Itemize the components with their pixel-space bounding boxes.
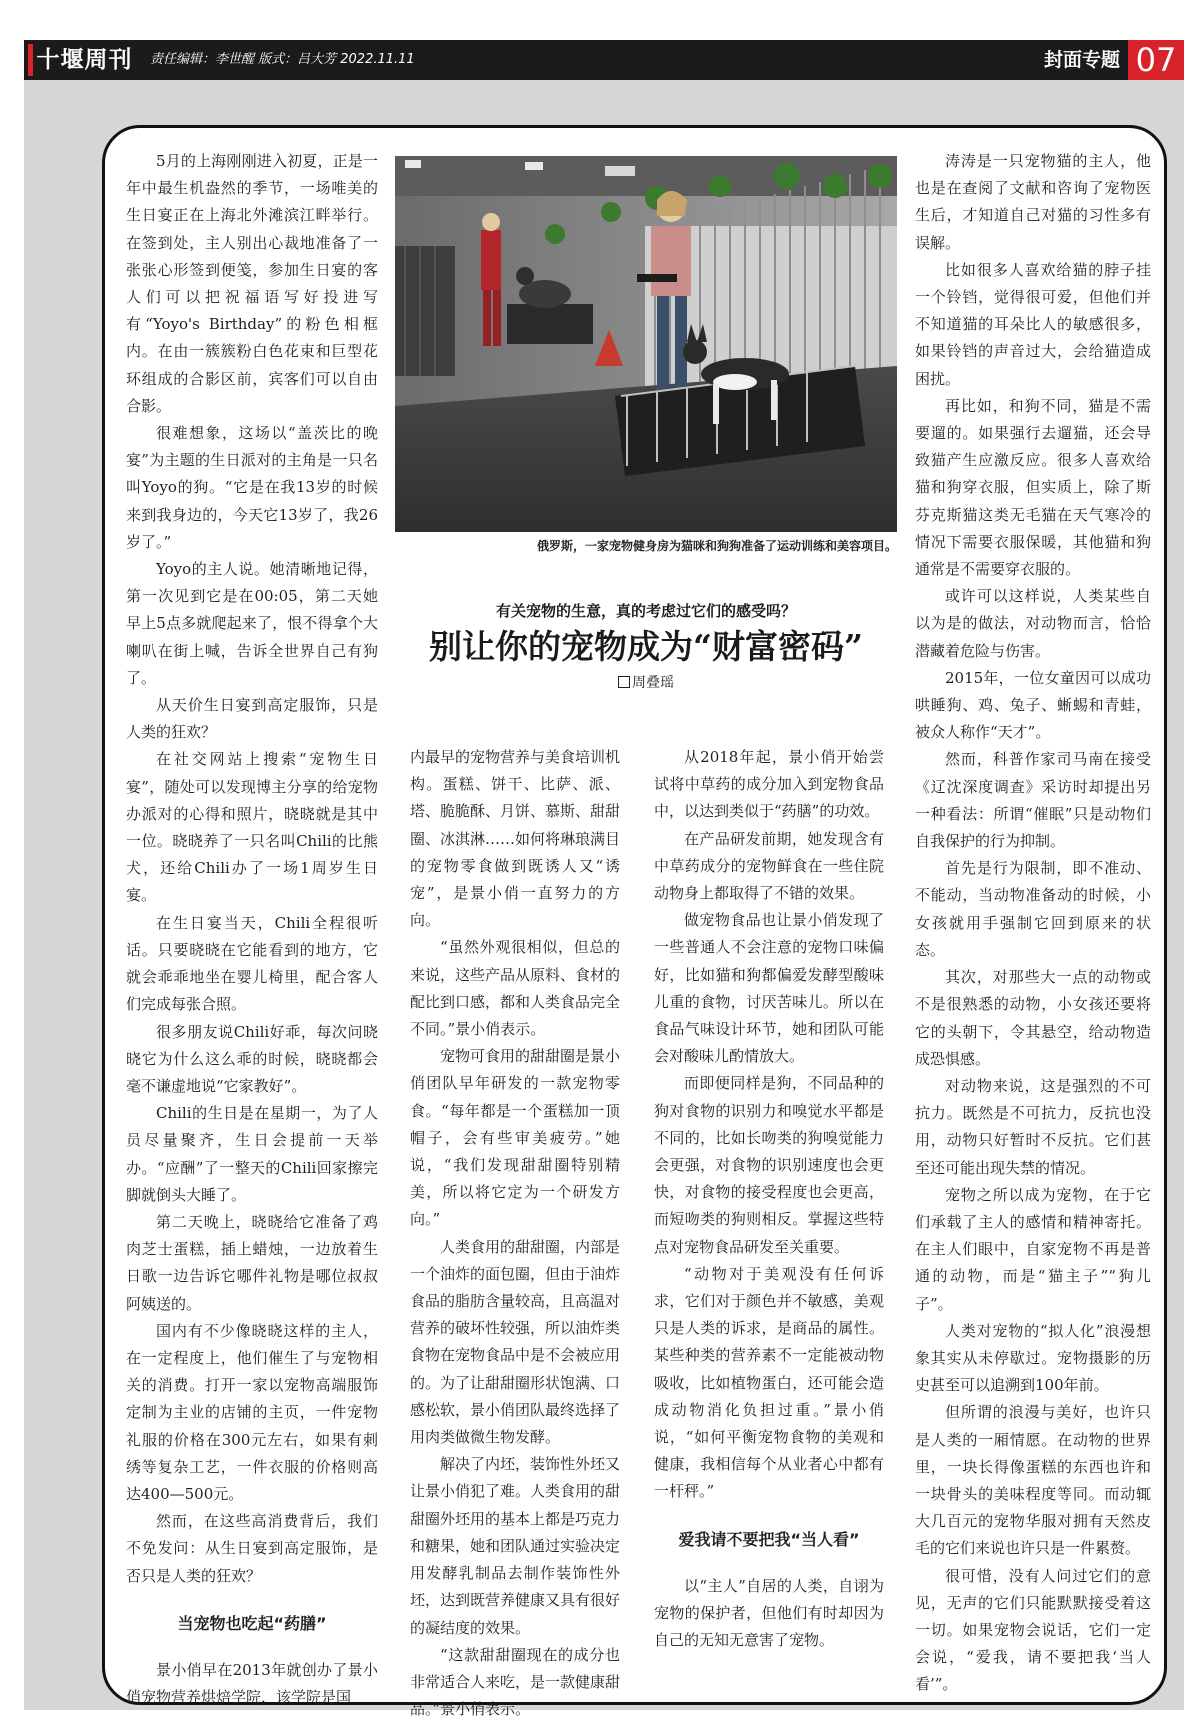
paragraph: 2015年，一位女童因可以成功哄睡狗、鸡、兔子、蜥蜴和青蛙，被众人称作“天才”。 bbox=[915, 668, 1151, 742]
paragraph: 然而，科普作家司马南在接受《辽沈深度调查》采访时却提出另一种看法：所谓“催眠”只是动物们自我保护的行为抑制。 bbox=[915, 750, 1151, 851]
paragraph: 在社交网站上搜索“宠物生日宴”，随处可以发现博主分享的给宠物办派对的心得和照片，晓晓就是其中一位。晓晓养了一只名叫Chili的比熊犬，还给Chili办了一场1周岁生日宴。 bbox=[126, 750, 378, 905]
paragraph: 首先是行为限制，即不准动、不能动，当动物准备动的时候，小女孩就用手强制它回到原来的状态。 bbox=[915, 859, 1151, 959]
column-3 bbox=[410, 744, 620, 1723]
paragraph: 对动物来说，这是强烈的不可抗力。既然是不可抗力，反抗也没用，动物只好暂时不反抗。它们甚至还可能出现失禁的情况。 bbox=[915, 1076, 1151, 1177]
paragraph: “动物对于美观没有任何诉求，它们对于颜色并不敏感，美观只是人类的诉求，是商品的属性。某些种类的营养素不一定能被动物吸收，比如植物蛋白，还可能会造成动物消化负担过重。”景小俏说，“如何平衡宠物食物的美观和健康，我相信每个从业者心中都有一杆秤。” bbox=[654, 1264, 884, 1501]
paragraph: Yoyo的主人说。她清晰地记得，第一次见到它是在00:05，第二天她早上5点多就爬起来了，恨不得拿个大喇叭在街上喊，告诉全世界自己有狗了。 bbox=[126, 560, 378, 687]
paragraph: 景小俏早在2013年就创办了景小俏宠物营养烘焙学院，该学院是国 bbox=[126, 1660, 378, 1707]
paragraph: 而即便同样是狗，不同品种的狗对食物的识别力和嗅觉水平都是不同的，比如长吻类的狗嗅觉能力会更强，对食物的识别速度也会更快，对食物的接受程度也会更高，而短吻类的狗则相反。掌握这些特点对宠物食品研发至关重要。 bbox=[654, 1074, 884, 1256]
byline-box-icon bbox=[618, 676, 630, 688]
paragraph: 或许可以这样说，人类某些自以为是的做法，对动物而言，恰恰潜藏着危险与伤害。 bbox=[915, 587, 1151, 660]
paragraph: 涛涛是一只宠物猫的主人，他也是在查阅了文献和咨询了宠物医生后，才知道自己对猫的习性多有误解。 bbox=[915, 152, 1151, 252]
article-photo bbox=[395, 156, 897, 532]
paragraph: 第二天晚上，晓晓给它准备了鸡肉芝士蛋糕，插上蜡烛，一边放着生日歌一边告诉它哪件礼物是哪位叔叔阿姨送的。 bbox=[126, 1212, 378, 1313]
paragraph: 比如很多人喜欢给猫的脖子挂一个铃铛，觉得很可爱，但他们并不知道猫的耳朵比人的敏感很多，如果铃铛的声音过大，会给猫造成困扰。 bbox=[915, 260, 1151, 388]
page-number: 07 bbox=[1128, 40, 1184, 80]
paragraph: 从2018年起，景小俏开始尝试将中草药的成分加入到宠物食品中，以达到类似于“药膳”的功效。 bbox=[654, 748, 884, 821]
photo-caption: 俄罗斯，一家宠物健身房为猫咪和狗狗准备了运动训练和美容项目。 bbox=[536, 539, 897, 553]
paragraph: 其次，对那些大一点的动物或不是很熟悉的动物，小女孩还要将它的头朝下，令其悬空，给动物造成恐惧感。 bbox=[915, 968, 1151, 1068]
paragraph: 解决了内坯，装饰性外坯又让景小俏犯了难。人类食用的甜甜圈外坯用的基本上都是巧克力和糖果，她和团队通过实验决定用发酵乳制品去制作装饰性外坯，达到既营养健康又具有很好的凝结度的效果。 bbox=[410, 1455, 621, 1637]
paragraph: 在产品研发前期，她发现含有中草药成分的宠物鲜食在一些住院动物身上都取得了不错的效果。 bbox=[654, 829, 884, 903]
editor-credit-line: 责任编辑：李世醒 版式：吕大芳 2022.11.11 bbox=[150, 52, 415, 67]
paragraph: 国内有不少像晓晓这样的主人，在一定程度上，他们催生了与宠物相关的消费。打开一家以宠物高端服饰定制为主业的店铺的主页，一件宠物礼服的价格在300元左右，如果有刺绣等复杂工艺，一件衣服的价格则高达400—500元。 bbox=[126, 1321, 378, 1503]
article-byline bbox=[395, 672, 897, 694]
paragraph: 在生日宴当天，Chili全程很听话。只要晓晓在它能看到的地方，它就会乖乖地坐在婴儿椅里，配合客人们完成每张合照。 bbox=[126, 913, 378, 1014]
paragraph: 人类食用的甜甜圈，内部是一个油炸的面包圈，但由于油炸食品的脂肪含量较高，且高温对营养的破坏性较强，所以油炸类食物在宠物食品中是不会被应用的。为了让甜甜圈形状饱满、口感松软，景小俏团队最终选择了用肉类做微生物发酵。 bbox=[410, 1237, 621, 1447]
column-4 bbox=[654, 744, 884, 1655]
pet-gym-photo bbox=[395, 156, 897, 532]
paragraph: Chili的生日是在星期一，为了人员尽量聚齐，生日会提前一天举办。“应酬”了一整天的Chili回家擦完脚就倒头大睡了。 bbox=[126, 1104, 378, 1204]
author-name: 周叠瑶 bbox=[632, 675, 674, 691]
paragraph: 再比如，和狗不同，猫是不需要遛的。如果强行去遛猫，还会导致猫产生应激反应。很多人喜欢给猫和狗穿衣服，但实质上，除了斯芬克斯猫这类无毛猫在天气寒冷的情况下需要衣服保暖，其他猫和狗通常是不需要穿衣服的。 bbox=[915, 396, 1151, 579]
paragraph: 但所谓的浪漫与美好，也许只是人类的一厢情愿。在动物的世界里，一块长得像蛋糕的东西也许和一块骨头的美味程度等同。而动辄大几百元的宠物华服对拥有天然皮毛的它们来说也许只是一件累赘。 bbox=[915, 1403, 1151, 1558]
paragraph: 很多朋友说Chili好乖，每次问晓晓它为什么这么乖的时候，晓晓都会毫不谦虚地说“它家教好”。 bbox=[126, 1022, 378, 1095]
paragraph: 宠物之所以成为宠物，在于它们承载了主人的感情和精神寄托。在主人们眼中，自家宠物不再是普通的动物，而是“猫主子”“狗儿子”。 bbox=[915, 1185, 1151, 1313]
paragraph: 宠物可食用的甜甜圈是景小俏团队早年研发的一款宠物零食。“每年都是一个蛋糕加一顶帽子，会有些审美疲劳。”她说，“我们发现甜甜圈特别精美，所以将它定为一个研发方向。” bbox=[410, 1047, 621, 1229]
section-title: 封面专题 bbox=[1043, 49, 1120, 71]
article-kicker: 有关宠物的生意，真的考虑过它们的感受吗？ bbox=[495, 602, 796, 620]
subheading-medicinal-food: 当宠物也吃起“药膳” bbox=[177, 1613, 327, 1633]
column-5 bbox=[915, 148, 1151, 1699]
paragraph: 5月的上海刚刚进入初夏，正是一年中最生机盎然的季节，一场唯美的生日宴正在上海北外滩滨江畔举行。在签到处，主人别出心裁地准备了一张张心形签到便笺，参加生日宴的客人们可以把祝福语写好投进写有“Yoyo's Birthday”的粉色相框内。在由一簇簇粉白色花束和巨型花环组成的合影区前，宾客们可以自由合影。 bbox=[126, 152, 378, 415]
paragraph: 做宠物食品也让景小俏发现了一些普通人不会注意的宠物口味偏好，比如猫和狗都偏爱发酵型酸味儿重的食物，讨厌苦味儿。所以在食品气味设计环节，她和团队可能会对酸味儿酌情放大。 bbox=[654, 911, 884, 1066]
paragraph: 很可惜，没有人问过它们的意见，无声的它们只能默默接受着这一切。如果宠物会说话，它们一定会说，“爱我，请不要把我‘当人看’”。 bbox=[915, 1566, 1151, 1694]
paragraph: 以“主人”自居的人类，自诩为宠物的保护者，但他们有时却因为自己的无知无意害了宠物。 bbox=[654, 1576, 884, 1650]
paragraph: “这款甜甜圈现在的成分也非常适合人来吃，是一款健康甜品。”景小俏表示。 bbox=[410, 1645, 621, 1719]
paragraph: 内最早的宠物营养与美食培训机构。蛋糕、饼干、比萨、派、塔、脆脆酥、月饼、慕斯、甜甜圈、冰淇淋……如何将琳琅满目的宠物零食做到既诱人又“诱宠”，是景小俏一直努力的方向。 bbox=[410, 748, 621, 930]
article-title: 别让你的宠物成为“财富密码” bbox=[429, 627, 863, 666]
paragraph: “虽然外观很相似，但总的来说，这些产品从原料、食材的配比到口感，都和人类食品完全不同。”景小俏表示。 bbox=[410, 938, 621, 1039]
column-1 bbox=[126, 148, 378, 1711]
paragraph: 从天价生日宴到高定服饰，只是人类的狂欢？ bbox=[126, 696, 378, 742]
paragraph: 然而，在这些高消费背后，我们不免发问：从生日宴到高定服饰，是否只是人类的狂欢？ bbox=[126, 1512, 378, 1585]
paragraph: 很难想象，这场以“盖茨比的晚宴”为主题的生日派对的主角是一只名叫Yoyo的狗。“它是在我13岁的时候来到我身边的，今天它13岁了，我26岁了。” bbox=[126, 424, 378, 551]
subheading-dont-treat-as-human: 爱我请不要把我“当人看” bbox=[678, 1529, 860, 1549]
paper-name-logo: 十堰周刊 bbox=[28, 44, 136, 76]
paragraph: 人类对宠物的“拟人化”浪漫想象其实从未停歇过。宠物摄影的历史甚至可以追溯到100年前。 bbox=[915, 1321, 1151, 1395]
